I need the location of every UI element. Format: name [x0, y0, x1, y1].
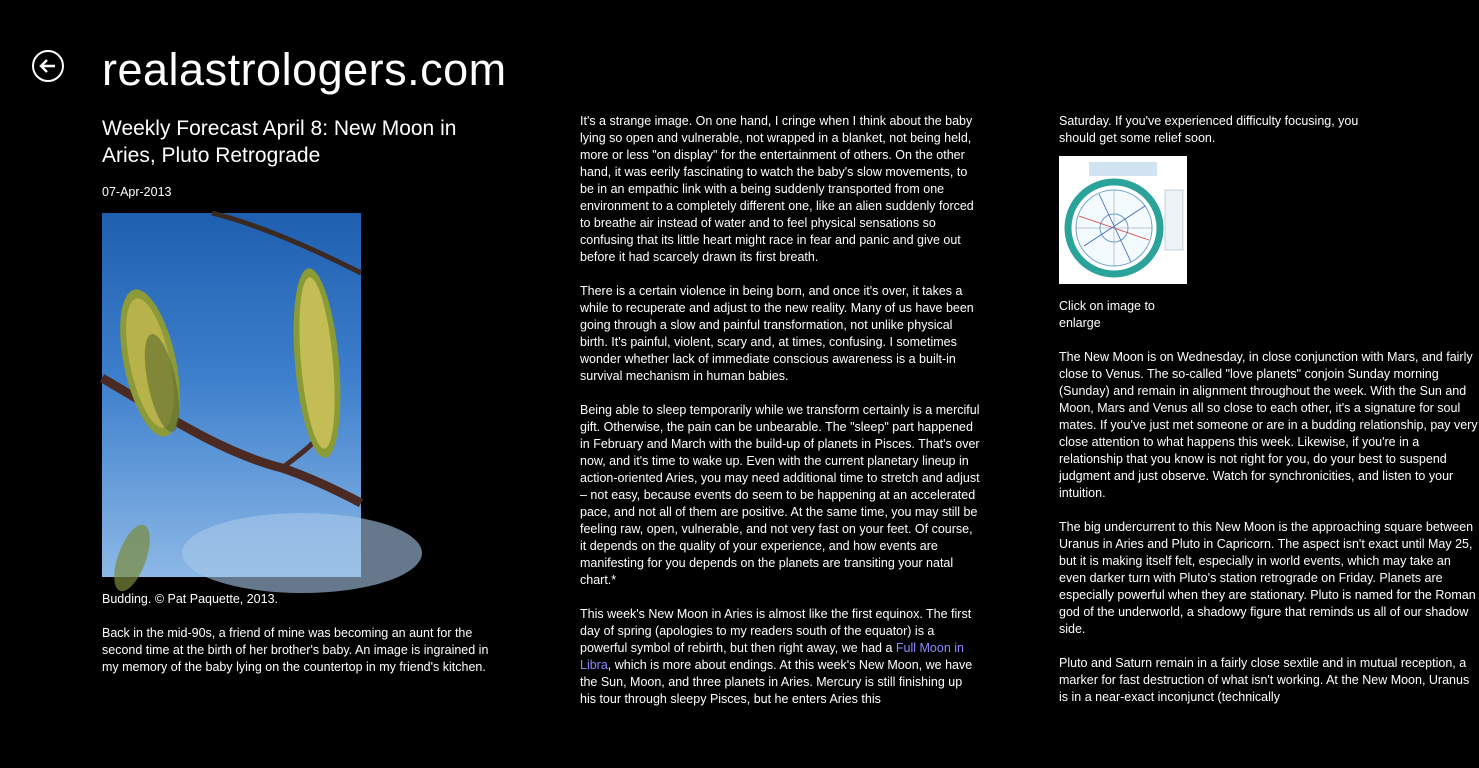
article-title: Weekly Forecast April 8: New Moon in Aries, Pluto Retrograde [102, 117, 457, 167]
paragraph: Saturday. If you've experienced difficulty focusing, you should get some relief soon. [1059, 114, 1359, 145]
paragraph-text: , which is more about endings. At this week's New Moon, we have the Sun, Moon, and three planets in Aries. Mercury is still finishing up his tour through sleepy Pisces, but he enters Aries this [580, 658, 973, 706]
site-title: realastrologers.com [102, 44, 507, 95]
article-date: 07-Apr-2013 [102, 185, 172, 199]
back-arrow-icon [39, 57, 57, 75]
article-column-3 [1059, 113, 1478, 723]
photo-caption: Budding. © Pat Paquette, 2013. [102, 592, 279, 606]
paragraph-text: This week's New Moon in Aries is almost like the first equinox. The first day of spring (apologies to my readers south of the equator) is a powerful symbol of rebirth, but then right away, we had a [580, 607, 972, 655]
chart-caption: Click on image to enlarge [1059, 299, 1155, 330]
paragraph: The big undercurrent to this New Moon is the approaching square between Uranus in Aries and Pluto in Capricorn. The aspect isn't exact until May 25, but it is making itself felt, especially in world events, which may take an even darker turn with Pluto's station retrograde on Friday. Planets are especially powerful when they are stationary. Pluto is named for the Roman god of the underworld, a shadowy figure that reminds us all of our shadow side. [1059, 520, 1476, 636]
paragraph: It's a strange image. On one hand, I cringe when I think about the baby lying so open and vulnerable, not wrapped in a blanket, not being held, more or less "on display" for the entertainment of others. On the other hand, it was eerily fascinating to watch the baby's slow movements, to be in an empathic link with a being suddenly transported from one environment to a completely different one, like an alien suddenly forced to breathe air instead of water and to feel physical sensations so confusing that its little heart might race in fear and panic and give out before it had scarcely drawn its first breath. [580, 114, 974, 264]
paragraph: Pluto and Saturn remain in a fairly close sextile and in mutual reception, a marker for fast destruction of what isn't working. At the New Moon, Uranus is in a near-exact inconjunct (technically [1059, 656, 1470, 704]
article-column-2 [580, 113, 980, 713]
paragraph: Being able to sleep temporarily while we transform certainly is a merciful gift. Otherwise, the pain can be unbearable. The "sleep" part happened in February and March with the build-up of planets in Pisces. That's over now, and it's time to wake up. Even with the current planetary lineup in action-oriented Aries, you may need additional time to stretch and adjust – not easy, because events do seem to be happening at an accelerated pace, and not all of them are positive. At the same time, you may still be feeling raw, open, vulnerable, and not very fast on your feet. Of course, it depends on the quality of your experience, and how events are manifesting for you depends on the planets are transiting your natal chart.* [580, 403, 980, 587]
article-photo [102, 213, 361, 577]
paragraph: Back in the mid-90s, a friend of mine was becoming an aunt for the second time at the birth of her brother's baby. An image is ingrained in my memory of the baby lying on the countertop in my friend's kitchen. [102, 626, 489, 674]
paragraph-with-link [580, 606, 980, 708]
back-button[interactable] [32, 50, 64, 82]
paragraph: The New Moon is on Wednesday, in close conjunction with Mars, and fairly close to Venus. The so-called "love planets" conjoin Sunday morning (Sunday) and remain in alignment throughout the week. With the Sun and Moon, Mars and Venus all so close to each other, it's a signature for soul mates. If you've just met someone or are in a budding relationship, pay very close attention to what happens this week. Likewise, if you're in a relationship that you know is not right for you, do your best to suspend judgment and just observe. Watch for synchronicities, and listen to your intuition. [1059, 350, 1478, 500]
paragraph: There is a certain violence in being born, and once it's over, it takes a while to recuperate and adjust to the new reality. Many of us have been going through a slow and painful transformation, not unlike physical birth. It's painful, violent, scary and, at times, confusing. I sometimes wonder whether lack of immediate conscious awareness is a built-in survival mechanism in human babies. [580, 284, 974, 383]
astro-chart-image[interactable] [1059, 156, 1187, 284]
article-column-1 [102, 113, 502, 768]
full-moon-libra-link[interactable]: Full Moon in Libra [580, 641, 964, 672]
